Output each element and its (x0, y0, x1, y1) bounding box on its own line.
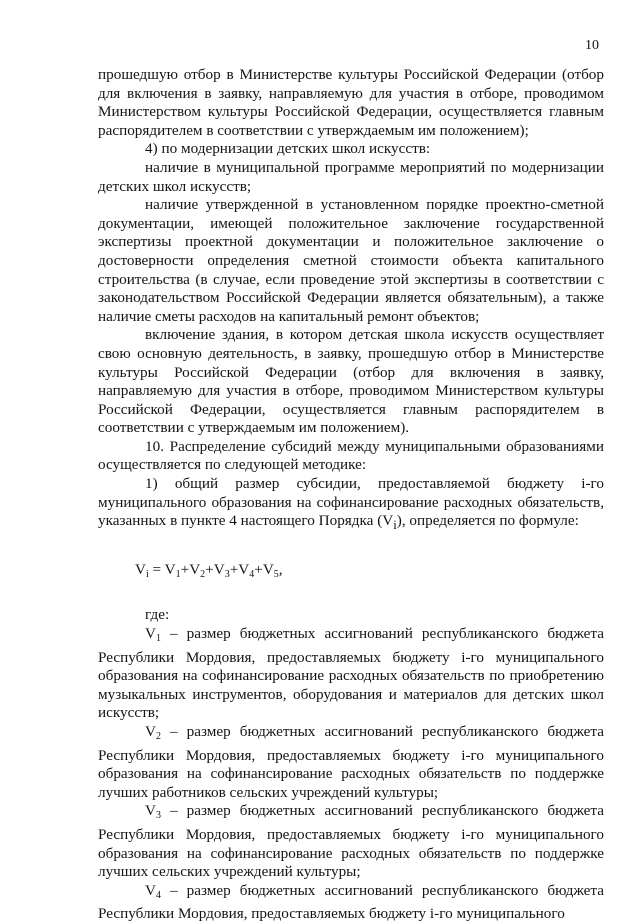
formula: $V_i = V_1+V_2+V_3+V_4+V_5$, (135, 560, 283, 580)
definition-v1: $V_1$ – размер бюджетных ассигнований республиканского бюджета Республики Мордовия, предоставляемых бюджету i-го муниципального образования на софинансирование расходных обязательств по приобретению музыкальных инструментов, оборудования и материалов для детских школ искусств; (98, 625, 604, 722)
paragraph-7-sub: i (393, 518, 397, 533)
definition-v3: $V_3$ – размер бюджетных ассигнований республиканского бюджета Республики Мордовия, предоставляемых бюджету i-го муниципального образования на софинансирование расходных обязательств по поддержке лучших сельских учреждений культуры; (98, 802, 604, 881)
paragraph-7 (98, 475, 604, 535)
paragraph-7-after: ), определяется по формуле: (396, 512, 579, 530)
paragraph-1: прошедшую отбор в Министерстве культуры Российской Федерации (отбор для включения в заявку, направляемую для участия в отборе, проводимом Министерством культуры Российской Федерации, осуществляется главным распорядителем в соответствии с утверждаемым им положением); (98, 66, 604, 139)
paragraph-7-before: 1) общий размер субсидии, предоставляемой бюджету i-го муниципального образования на софинансирование расходных обязательств, указанных в пункте 4 настоящего Порядка (V (98, 475, 604, 530)
definition-v2: $V_2$ – размер бюджетных ассигнований республиканского бюджета Республики Мордовия, предоставляемых бюджету i-го муниципального образования на софинансирование расходных обязательств по поддержке лучших работников сельских учреждений культуры; (98, 723, 604, 801)
paragraph-4: наличие утвержденной в установленном порядке проектно-сметной документации, имеющей положительное заключение государственной экспертизы проектной документации и положительное заключение о достоверности определения сметной стоимости объекта капитального строительства (в случае, если проведение этой экспертизы в соответствии с законодательством Российской Федерации является обязательным), а также наличие сметы расходов на капитальный ремонт объектов; (98, 196, 604, 325)
where-label: где: (145, 606, 170, 624)
paragraph-2: 4) по модернизации детских школ искусств: (145, 140, 431, 158)
page-number: 10 (585, 38, 599, 53)
document-body (98, 66, 604, 924)
definition-v4: $V_4$ – размер бюджетных ассигнований республиканского бюджета Республики Мордовия, предоставляемых бюджету i-го муниципального (98, 881, 604, 923)
paragraph-6: 10. Распределение субсидий между муниципальными образованиями осуществляется по следующей методике: (98, 437, 604, 474)
paragraph-5: включение здания, в котором детская школа искусств осуществляет свою основную деятельность, в заявку, прошедшую отбор в Министерстве культуры Российской Федерации (отбор для включения в заявку, направляемую для участия в отборе, проводимом Министерством культуры Российской Федерации, осуществляется главным распорядителем в соответствии с утверждаемым им положением). (98, 326, 604, 437)
paragraph-3: наличие в муниципальной программе мероприятий по модернизации детских школ искусств; (98, 158, 604, 195)
